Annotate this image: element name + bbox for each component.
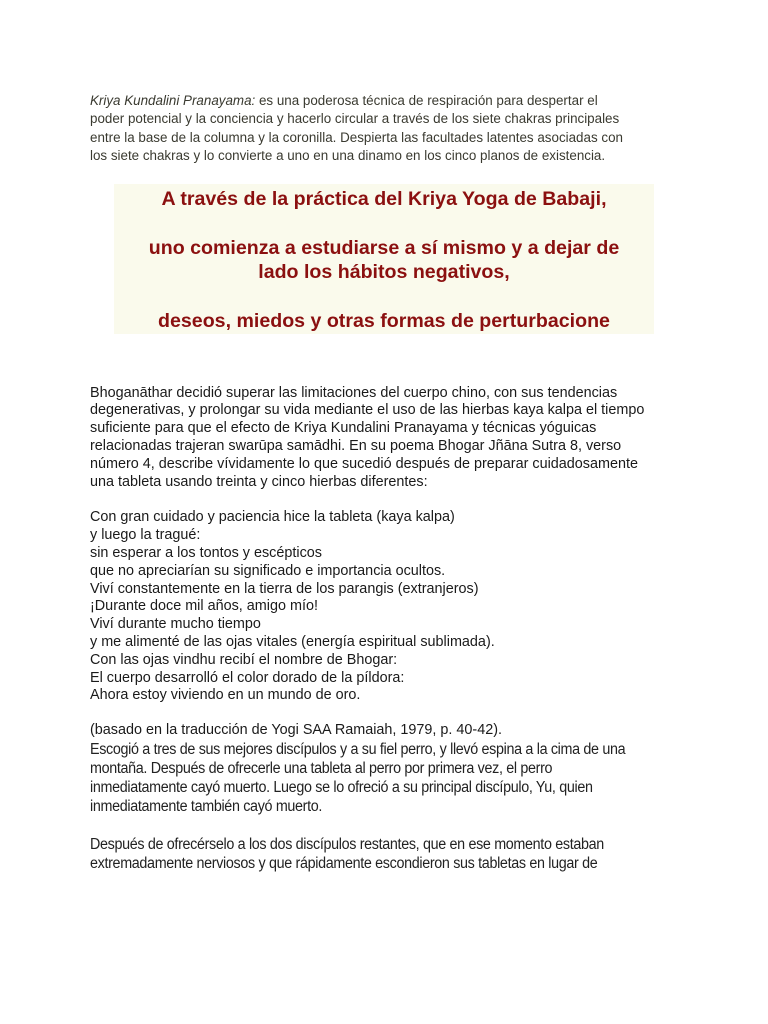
paragraph-disciples bbox=[90, 740, 681, 816]
paragraph-line: una tableta usando treinta y cinco hierbas diferentes: bbox=[90, 473, 428, 490]
highlight-line: deseos, miedos y otras formas de perturbacione bbox=[158, 309, 610, 332]
paragraph-line: relacionadas trajeran swarūpa samādhi. En su poema Bhogar Jñāna Sutra 8, verso bbox=[90, 438, 622, 455]
citation: (basado en la traducción de Yogi SAA Ramaiah, 1979, p. 40-42). bbox=[90, 722, 503, 739]
highlight-line: A través de la práctica del Kriya Yoga de Babaji, bbox=[161, 187, 607, 210]
poem-line: ¡Durante doce mil años, amigo mío! bbox=[90, 598, 318, 615]
poem-block bbox=[90, 509, 680, 705]
paragraph-line: extremadamente nerviosos y que rápidamente escondieron sus tabletas en lugar de bbox=[90, 854, 598, 872]
poem-line: Viví constantemente en la tierra de los parangis (extranjeros) bbox=[90, 580, 479, 597]
poem-line: sin esperar a los tontos y escépticos bbox=[90, 545, 322, 561]
paragraph-remaining-disciples bbox=[90, 835, 681, 873]
poem-line: y me alimenté de las ojas vitales (energía espiritual sublimada). bbox=[90, 633, 495, 650]
paragraph-line: montaña. Después de ofrecerle una tableta al perro por primera vez, el perro bbox=[90, 759, 553, 777]
paragraph-line: Escogió a tres de sus mejores discípulos y a su fiel perro, y llevó espina a la cima de una bbox=[90, 740, 626, 758]
poem-line: Viví durante mucho tiempo bbox=[90, 616, 261, 633]
intro-line: es una poderosa técnica de respiración para despertar el bbox=[255, 93, 598, 108]
narrow-text-section bbox=[90, 740, 681, 873]
article-body bbox=[90, 385, 680, 740]
document-page bbox=[90, 92, 680, 873]
poem-line: que no apreciarían su significado e importancia ocultos. bbox=[90, 562, 446, 579]
poem-line: Con gran cuidado y paciencia hice la tableta (kaya kalpa) bbox=[90, 509, 455, 526]
paragraph-line: Después de ofrecérselo a los dos discípulos restantes, que en ese momento estaban bbox=[90, 835, 604, 853]
poem-line: y luego la tragué: bbox=[90, 527, 201, 544]
highlight-line: uno comienza a estudiarse a sí mismo y a dejar de bbox=[148, 236, 620, 259]
intro-term: Kriya Kundalini Pranayama: bbox=[90, 93, 256, 108]
intro-line: entre la base de la columna y la coronilla. Despierta las facultades latentes asociadas con bbox=[90, 129, 623, 145]
poem-line: Ahora estoy viviendo en un mundo de oro. bbox=[90, 687, 361, 704]
paragraph-bhoganathar bbox=[90, 385, 680, 492]
poem-line: Con las ojas vindhu recibí el nombre de Bhogar: bbox=[90, 651, 398, 668]
paragraph-line: degenerativas, y prolongar su vida mediante el uso de las hierbas kaya kalpa el tiempo bbox=[90, 402, 645, 419]
highlight-quote-box bbox=[114, 184, 654, 334]
intro-line: los siete chakras y lo convierte a uno en una dinamo en los cinco planos de existencia. bbox=[90, 148, 606, 164]
poem-line: El cuerpo desarrolló el color dorado de la píldora: bbox=[90, 669, 405, 686]
intro-line: poder potencial y la conciencia y hacerlo circular a través de los siete chakras principales bbox=[90, 111, 620, 127]
paragraph-line: inmediatamente cayó muerto. Luego se lo ofreció a su principal discípulo, Yu, quien bbox=[90, 778, 593, 796]
paragraph-line: suficiente para que el efecto de Kriya Kundalini Pranayama y técnicas yóguicas bbox=[90, 420, 597, 437]
paragraph-line: número 4, describe vívidamente lo que sucedió después de preparar cuidadosamente bbox=[90, 455, 638, 472]
paragraph-line: Bhoganāthar decidió superar las limitaciones del cuerpo chino, con sus tendencias bbox=[90, 384, 618, 401]
paragraph-line: inmediatamente también cayó muerto. bbox=[90, 797, 323, 815]
intro-paragraph bbox=[90, 92, 680, 166]
highlight-line: lado los hábitos negativos, bbox=[258, 260, 510, 283]
